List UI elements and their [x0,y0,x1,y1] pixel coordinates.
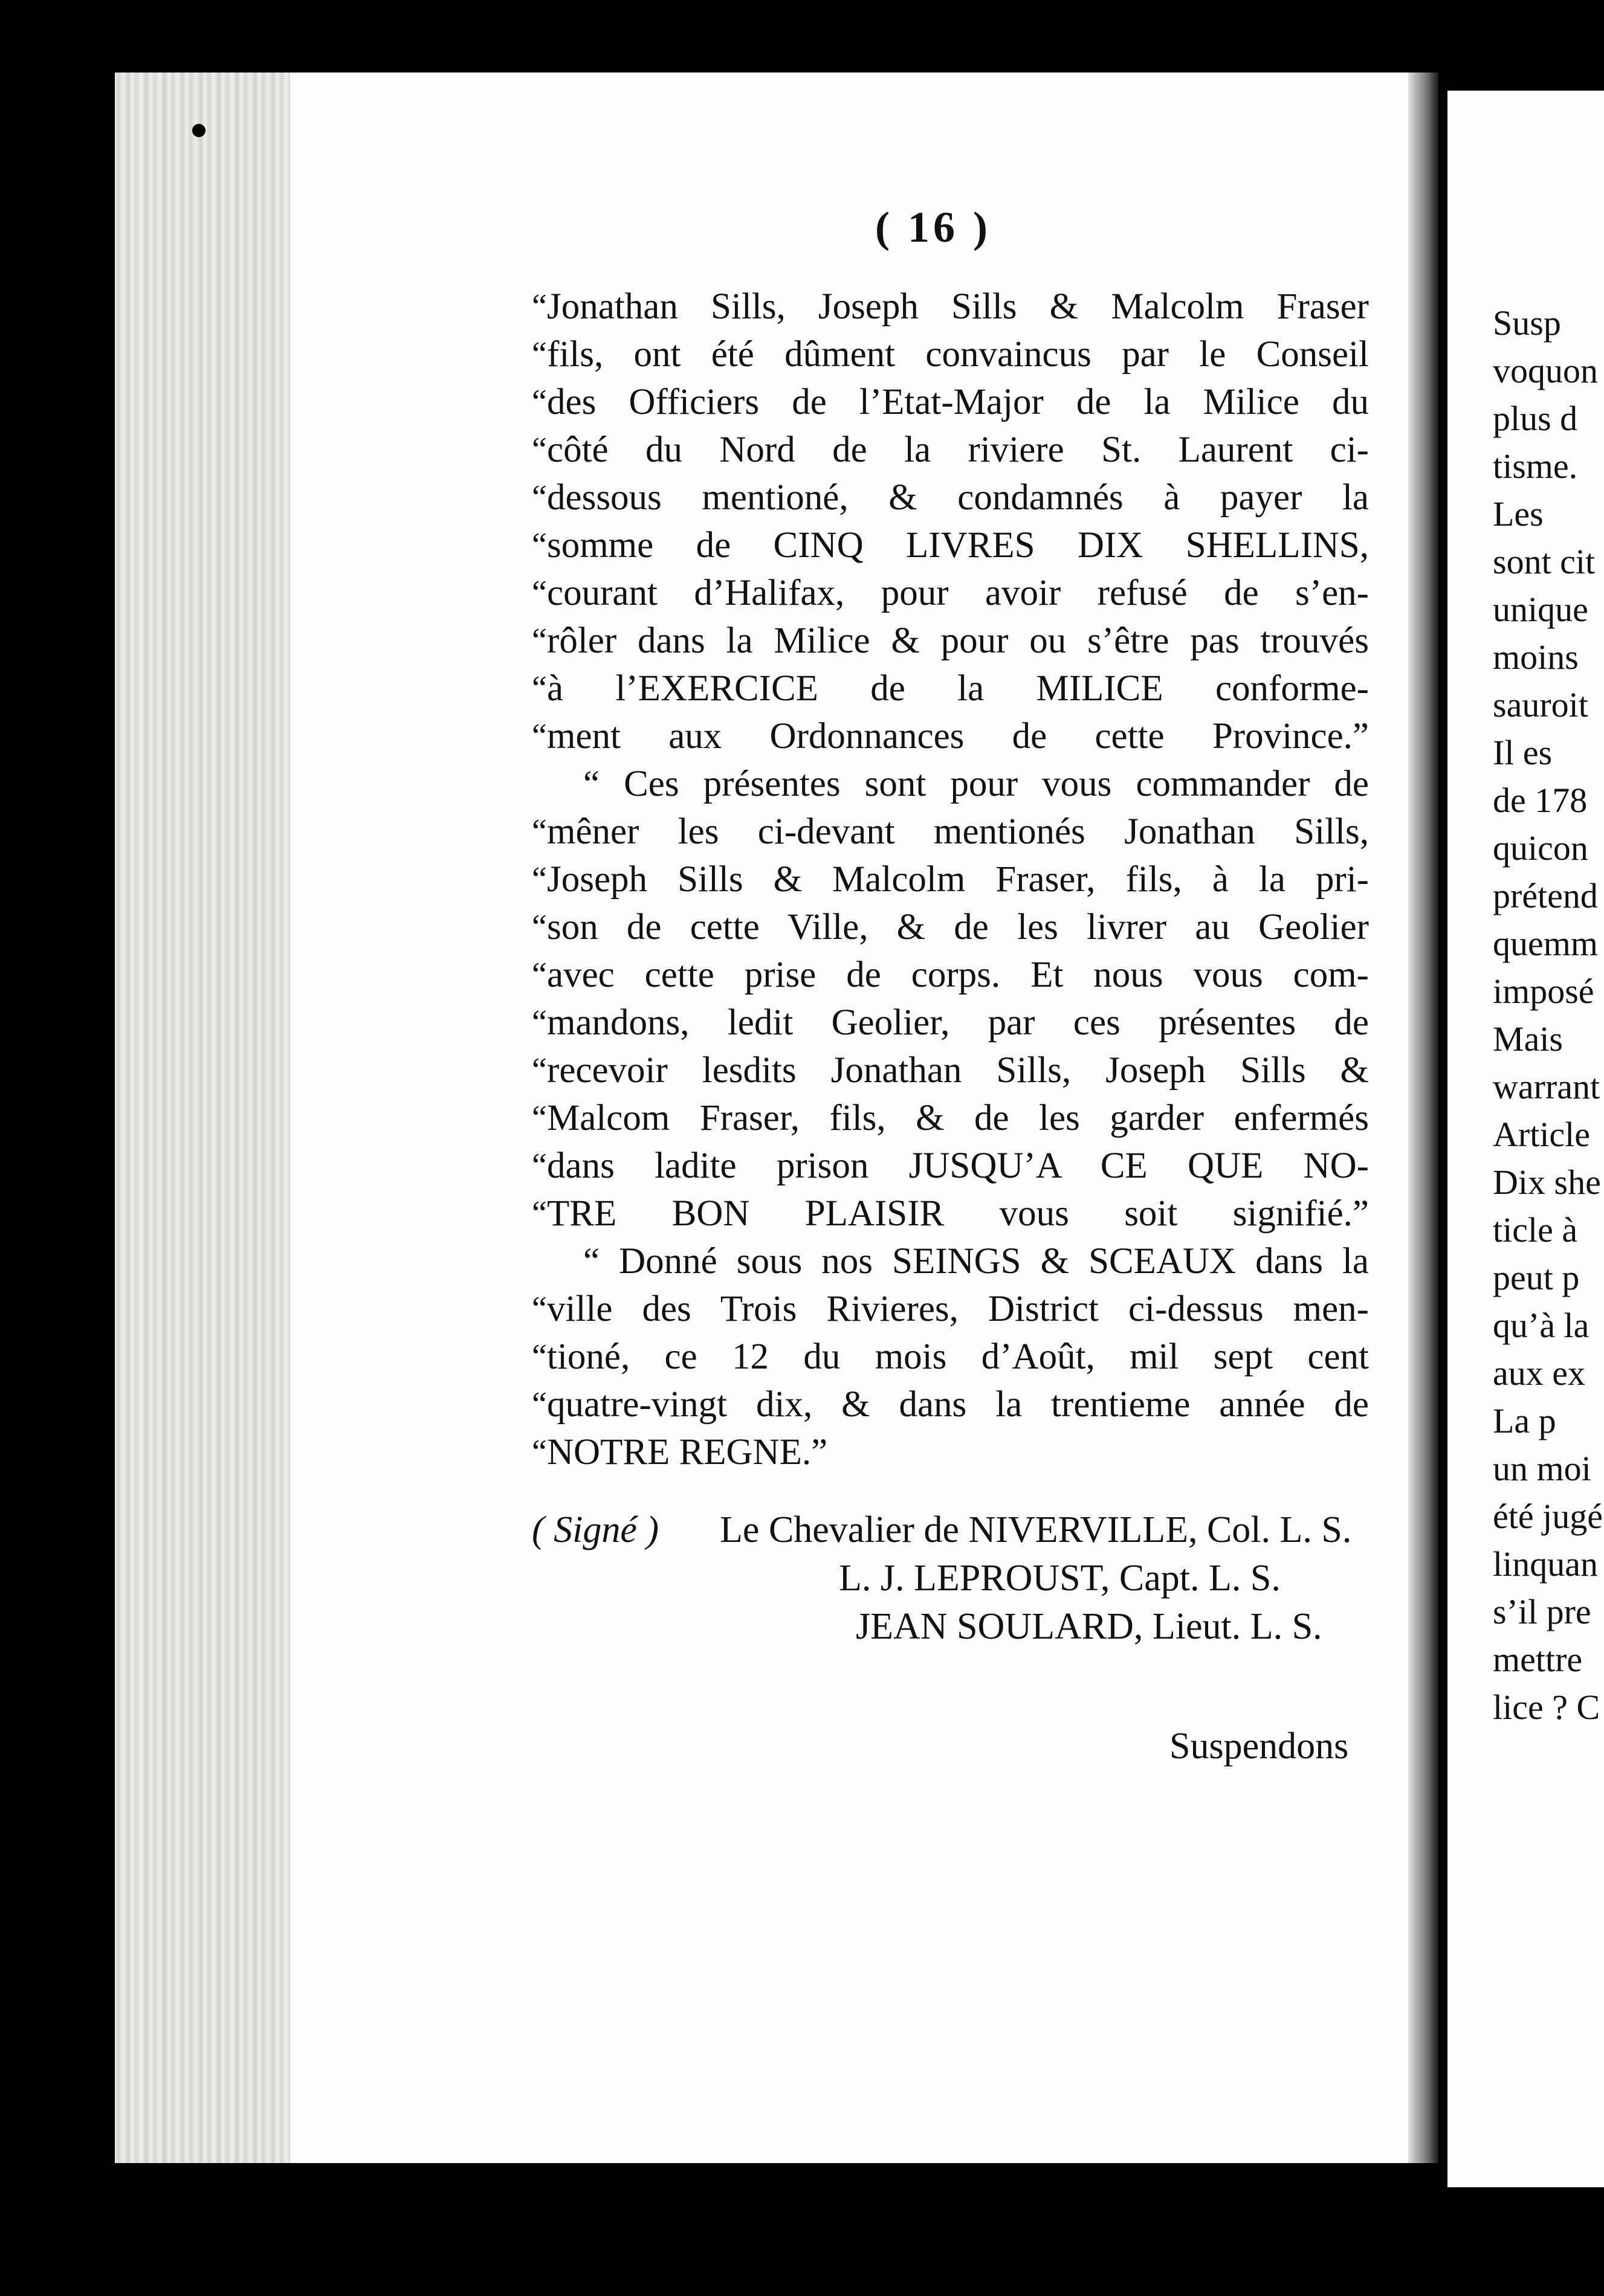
text-line [532,569,1369,617]
line-text: Jonathan Sills, Joseph Sills & Malcolm Fraser [547,286,1369,327]
text-line [532,1094,1369,1142]
signature-line-1 [532,1506,1351,1554]
signature-line-2 [839,1554,1281,1602]
quote-mark: “ [532,479,547,516]
right-page-line: Mais [1493,1019,1563,1059]
line-text: à l’EXERCICE de la MILICE conforme- [547,668,1369,709]
signe-label: ( Signé ) [532,1509,659,1550]
signer-niverville: Le Chevalier de NIVERVILLE, Col. L. S. [720,1509,1352,1550]
text-line [532,951,1369,999]
right-page-text [1493,299,1604,1731]
quote-mark: “ [532,1004,547,1041]
text-line [532,856,1369,903]
quote-mark: “ [532,1433,547,1471]
line-text: recevoir lesdits Jonathan Sills, Joseph Sills & [547,1050,1369,1091]
right-page-line: peut p [1493,1258,1580,1297]
text-line [532,999,1369,1046]
line-text: “ Ces présentes sont pour vous commander de [583,764,1369,804]
line-text: quatre-vingt dix, & dans la trentieme année de [547,1384,1369,1425]
text-line [532,808,1369,856]
line-text: dessous mentioné, & condamnés à payer la [547,477,1369,518]
right-page-line: imposé [1493,972,1594,1011]
quote-mark: “ [532,1338,547,1375]
text-line [532,474,1369,521]
right-page-line: unique [1493,590,1588,629]
quote-mark: “ [532,860,547,898]
line-text: NOTRE REGNE.” [547,1432,828,1472]
right-page-line: lice ? C [1493,1688,1600,1727]
quote-mark: “ [532,1147,547,1184]
right-page-line: La p [1493,1401,1556,1440]
right-page-line: qu’à la [1493,1306,1589,1345]
right-page-line: s’il pre [1493,1592,1591,1631]
right-page-line: prétend [1493,876,1598,915]
quote-mark: “ [532,1290,547,1327]
quote-mark: “ [532,669,547,707]
right-page-line: été jugé [1493,1497,1603,1536]
quote-mark: “ [532,908,547,946]
page-number: ( 16 ) [875,203,991,251]
signer-leproust: L. J. LEPROUST, Capt. L. S. [839,1558,1281,1599]
quote-mark: “ [532,956,547,993]
page-edges [115,73,290,2163]
right-page-line: Article [1493,1115,1591,1154]
line-text: rôler dans la Milice & pour ou s’être pas trouvés [547,621,1369,661]
line-text: dans ladite prison JUSQU’A CE QUE NO- [547,1146,1369,1186]
right-page-line: aux ex [1493,1353,1585,1393]
text-line [547,1237,1369,1285]
right-page-line: warrant [1493,1067,1600,1106]
right-page-line: linquan [1493,1544,1598,1584]
text-line [532,712,1369,760]
text-line [532,521,1369,569]
text-line [532,1142,1369,1190]
line-text: mandons, ledit Geolier, par ces présentes de [547,1002,1369,1043]
right-page-line: Les [1493,494,1544,534]
quote-mark: “ [532,1385,547,1423]
quote-mark: “ [532,622,547,659]
right-page-line: Il es [1493,733,1553,772]
right-page-line: quemm [1493,924,1598,963]
text-line [532,1046,1369,1094]
right-page-line: Susp [1493,303,1561,343]
quote-mark: “ [532,574,547,611]
signer-soulard: JEAN SOULARD, Lieut. L. S. [856,1606,1322,1647]
text-line [547,760,1369,808]
right-page-line: moins [1493,637,1579,677]
quote-mark: “ [532,1099,547,1137]
quote-mark: “ [532,288,547,325]
line-text: Malcom Fraser, fils, & de les garder enfermés [547,1098,1369,1138]
line-text: ville des Trois Rivieres, District ci-dessus men- [547,1289,1369,1329]
right-page-line: ticle à [1493,1210,1578,1250]
line-text: tioné, ce 12 du mois d’Août, mil sept cent [547,1337,1369,1377]
right-page-line: un moi [1493,1449,1591,1488]
text-line [532,1190,1369,1237]
right-page-line: de 178 [1493,781,1588,820]
book-gutter [1408,73,1438,2163]
right-page-line: voquon [1493,351,1598,390]
text-line [532,1381,1369,1428]
quote-mark: “ [532,431,547,468]
right-page-line: mettre [1493,1640,1583,1679]
text-line [532,903,1369,951]
right-page-line: plus d [1493,399,1578,438]
line-text: “ Donné sous nos SEINGS & SCEAUX dans la [583,1241,1369,1282]
quote-mark: “ [532,1195,547,1232]
right-page-line: tisme. [1493,447,1578,486]
line-text: somme de CINQ LIVRES DIX SHELLINS, [547,525,1369,566]
text-line [532,1333,1369,1381]
right-page-line: sont cit [1493,542,1596,581]
line-text: mêner les ci-devant mentionés Jonathan Sills, [547,811,1369,852]
right-page-line: sauroit [1493,685,1588,724]
text-line [532,1285,1369,1333]
text-line [532,378,1369,426]
line-text: côté du Nord de la riviere St. Laurent ci- [547,430,1369,470]
line-text: courant d’Halifax, pour avoir refusé de s’en- [547,573,1369,613]
text-line [532,331,1369,378]
line-text: TRE BON PLAISIR vous soit signifié.” [547,1193,1369,1234]
text-line [532,1428,1369,1476]
quote-mark: “ [532,335,547,373]
right-page-line: quicon [1493,828,1588,868]
signature-line-3 [856,1602,1322,1651]
quote-mark: “ [532,526,547,564]
catchword: Suspendons [1169,1726,1349,1767]
text-line [532,617,1369,665]
text-line [532,283,1369,331]
quote-mark: “ [532,813,547,850]
line-text: ment aux Ordonnances de cette Province.” [547,716,1369,756]
text-line [532,426,1369,474]
right-page-line: Dix she [1493,1163,1601,1202]
line-text: avec cette prise de corps. Et nous vous com- [547,955,1369,995]
line-text: des Officiers de l’Etat-Major de la Milice du [547,382,1369,422]
quote-mark: “ [532,383,547,421]
quote-mark: “ [532,717,547,755]
main-text-block [532,283,1369,1476]
line-text: Joseph Sills & Malcolm Fraser, fils, à la pri- [547,859,1369,900]
quote-mark: “ [532,1051,547,1089]
line-text: son de cette Ville, & de les livrer au Geolier [547,907,1369,947]
ink-speck [192,124,205,137]
text-line [532,665,1369,712]
line-text: fils, ont été dûment convaincus par le Conseil [547,334,1369,375]
